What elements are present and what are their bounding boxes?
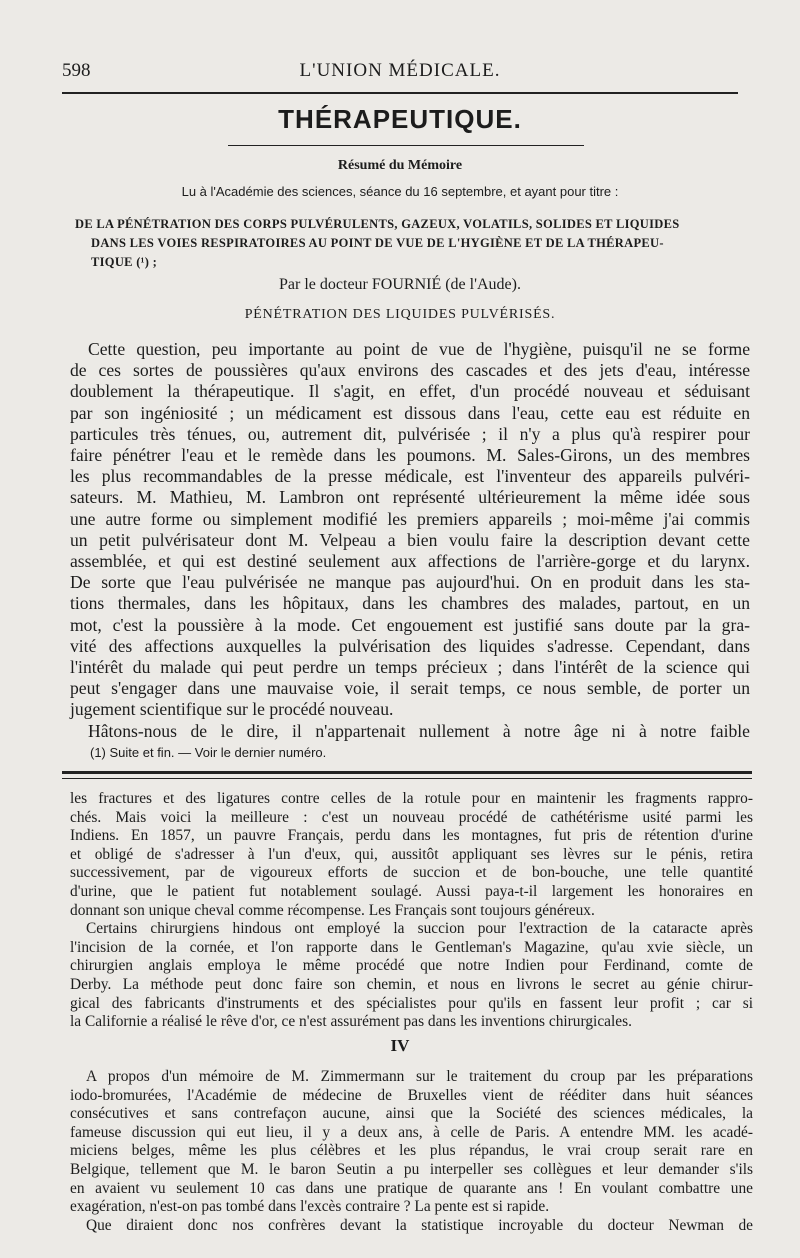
- page-header: [62, 60, 738, 86]
- subsection-title: PÉNÉTRATION DES LIQUIDES PULVÉRISÉS.: [244, 307, 556, 322]
- main-article-text: [70, 339, 750, 742]
- text-line: vité des affections auxquelles la pulvérisation des liquides s'adresse. Cependant, dans: [70, 635, 750, 656]
- text-line: en avaient vu seulement 10 cas dans une pratique de quarante ans ! En voulant combattre une: [70, 1179, 753, 1197]
- text-line: assemblée, et qui est destiné seulement aux affections de l'arrière-gorge et du larynx.: [70, 551, 750, 572]
- section-number: IV: [390, 1036, 410, 1055]
- text-line: Hâtons-nous de le dire, il n'appartenait nullement à notre âge ni à notre faible: [88, 720, 750, 741]
- memoir-title-line: DE LA PÉNÉTRATION DES CORPS PULVÉRULENTS, GAZEUX, VOLATILS, SOLIDES ET LIQUIDES: [75, 217, 680, 231]
- text-line: Cette question, peu importante au point de vue de l'hygiène, puisqu'il ne se forme: [88, 339, 750, 359]
- page-number: 598: [62, 60, 91, 81]
- read-line: Lu à l'Académie des sciences, séance du 16 septembre, et ayant pour titre :: [181, 184, 619, 199]
- feuilleton-rule-thick: [62, 771, 752, 774]
- text-line: Belgique, tellement que M. le baron Seutin a pu interpeller ses collègues et leur demander s'ils: [70, 1160, 753, 1178]
- text-line: consécutives et sans contrefaçon aucune, ainsi que la Société des sciences médicales, la: [70, 1105, 753, 1123]
- memoir-title-line: DANS LES VOIES RESPIRATOIRES AU POINT DE VUE DE L'HYGIÈNE ET DE LA THÉRAPEU-: [91, 236, 664, 250]
- text-line: fameuse discussion qui eut lieu, il y a deux ans, à celle de Paris. A entendre MM. les acadé-: [70, 1123, 753, 1141]
- text-line: De sorte que l'eau pulvérisée ne manque pas aujourd'hui. On en produit dans les sta-: [70, 572, 750, 593]
- text-line: de ces sortes de poussières qu'aux environs des cascades et des jets d'eau, intéresse: [70, 360, 750, 381]
- section-title: THÉRAPEUTIQUE.: [278, 104, 522, 134]
- text-line: donnant son unique cheval comme récompense. Les Français sont toujours généreux.: [70, 901, 595, 919]
- text-line: les fractures et des ligatures contre celles de la rotule pour en maintenir les fragments rappro-: [70, 790, 753, 807]
- text-line: et obligé de s'adresser à l'un d'eux, qui, aussitôt appliquant ses lèvres sur le pénis, retira: [70, 845, 753, 863]
- text-line: faire pénétrer l'eau et le remède dans les poumons. M. Sales-Girons, un des membres: [70, 445, 750, 466]
- text-line: sateurs. M. Mathieu, M. Lambron ont représenté ultérieurement la même idée sous: [70, 487, 750, 508]
- summary-title: Résumé du Mémoire: [337, 158, 463, 173]
- text-line: un petit pulvérisateur dont M. Velpeau a bien voulu faire la description devant cette: [70, 529, 750, 550]
- text-line: particules très ténues, ou, autrement dit, pulvérisée ; il n'y a plus qu'à respirer pour: [70, 423, 750, 444]
- text-line: mot, c'est la poussière à la mode. Cet engouement est justifié sans doute par la gra-: [70, 614, 750, 635]
- text-line: successivement, par de vigoureux efforts de succion et de bon-bouche, une telle quantité: [70, 864, 753, 882]
- text-line: peut s'engager dans une mauvaise voie, il serait temps, ce nous semble, de porter un: [70, 678, 750, 699]
- text-line: chés. Mais voici la meilleure : c'est un nouveau procédé de cathétérisme usité parmi les: [70, 808, 753, 826]
- text-line: tions thermales, dans les hôpitaux, dans les chambres des malades, partout, en un: [70, 593, 750, 614]
- feuilleton-text-a: [70, 790, 753, 1032]
- text-line: d'urine, que le patient fut notablement soulagé. Aussi paya-t-il largement les honoraires en: [70, 882, 753, 900]
- text-line: Indiens. En 1857, un pauvre Français, perdu dans les montagnes, fut pris de rétention d'urine: [70, 827, 753, 845]
- text-line: jugement scientifique sur le procédé nouveau.: [70, 699, 394, 720]
- text-line: iodo-bromurées, l'Académie de médecine de Bruxelles vient de rééditer dans huit séances: [70, 1086, 753, 1104]
- memoir-title-line: TIQUE (¹) ;: [91, 255, 158, 269]
- author-line: Par le docteur FOURNIÉ (de l'Aude).: [279, 276, 521, 293]
- text-line: Certains chirurgiens hindous ont employé la succion pour l'extraction de la cataracte après: [86, 920, 753, 938]
- feuilleton-rule-thin: [62, 778, 752, 779]
- text-line: l'incision de la cornée, et l'on rapporte dans le Gentleman's Magazine, qu'au xvie siècle, un: [70, 938, 753, 956]
- text-line: par son ingéniosité ; un médicament est dissous dans l'eau, cette eau est réduite en: [70, 402, 750, 423]
- text-line: la Californie a réalisé le rêve d'or, ce n'est assurément pas dans les inventions chirurgicales.: [70, 1013, 632, 1031]
- footnote: (1) Suite et fin. — Voir le dernier numéro.: [90, 745, 327, 760]
- text-line: chirurgien anglais employa le même procédé que notre Indien pour Ferdinand, comte de: [70, 957, 753, 975]
- text-line: gical des fabricants d'instruments et des spécialistes pour qu'ils en fassent leur profit ; car si: [70, 994, 753, 1012]
- text-line: A propos d'un mémoire de M. Zimmermann sur le traitement du croup par les préparations: [86, 1068, 753, 1085]
- section-title-rule: [228, 145, 584, 146]
- text-line: exagération, n'est-on pas tombé dans l'excès contraire ? La pente est si rapide.: [70, 1198, 550, 1216]
- text-line: Derby. La méthode peut donc faire son chemin, et nous en livrons le secret au génie chirur-: [70, 975, 753, 993]
- header-rule: [62, 92, 738, 94]
- text-line: miciens belges, même les plus célèbres et les plus répandus, le vrai croup serait rare en: [70, 1142, 753, 1160]
- memoir-title: [75, 215, 740, 272]
- text-line: une autre forme ou simplement modifié les premiers appareils ; moi-même j'ai commis: [70, 508, 750, 529]
- journal-title: L'UNION MÉDICALE.: [299, 60, 501, 81]
- text-line: les plus recommandables de la presse médicale, est l'inventeur des appareils pulvéri-: [70, 466, 750, 487]
- text-line: l'intérêt du malade qui peut perdre un temps précieux ; dans l'intérêt de la science qui: [70, 657, 750, 678]
- text-line: doublement la thérapeutique. Il s'agit, en effet, d'un procédé nouveau et séduisant: [70, 381, 750, 402]
- text-line: Que diraient donc nos confrères devant la statistique incroyable du docteur Newman de: [86, 1216, 753, 1234]
- feuilleton-text-b: [70, 1068, 753, 1235]
